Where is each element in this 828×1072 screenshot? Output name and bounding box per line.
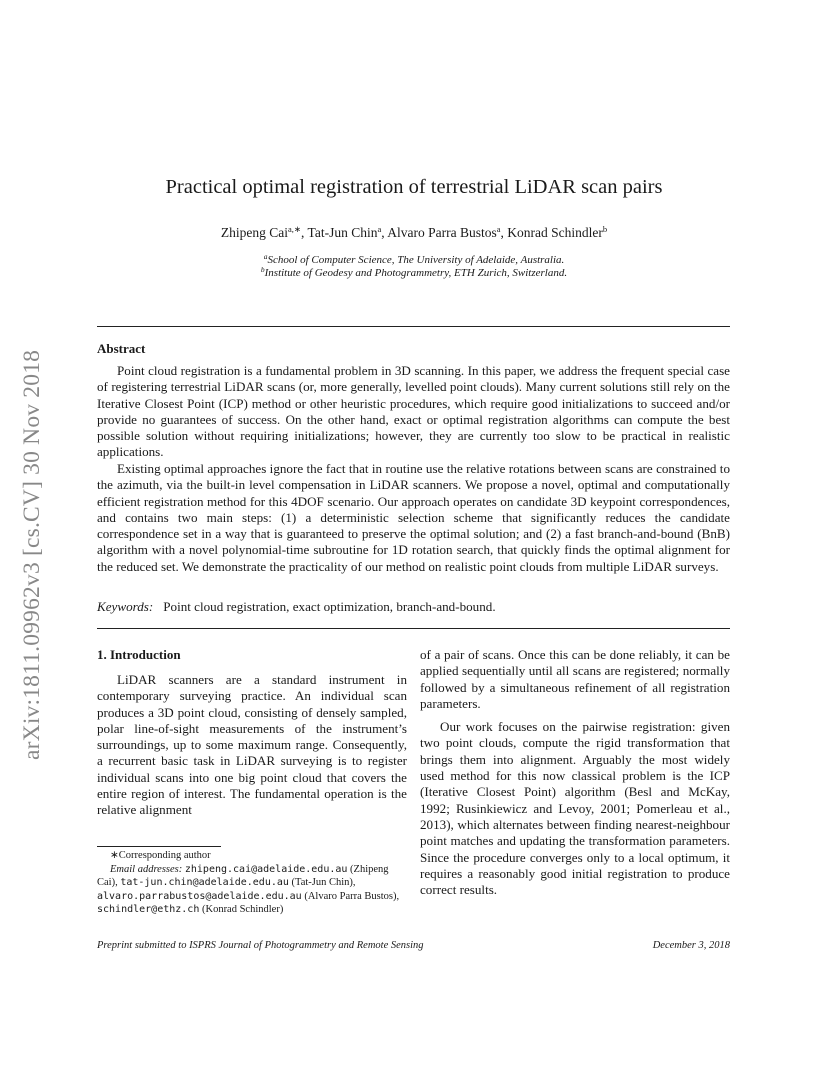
arxiv-identifier: arXiv:1811.09962v3 [cs.CV] 30 Nov 2018	[19, 349, 45, 760]
abstract-bottom-rule	[97, 628, 730, 629]
email-label: Email addresses:	[110, 863, 183, 875]
section-heading: 1. Introduction	[97, 647, 181, 662]
author: Zhipeng Cai$^{a,∗}$,	[220, 224, 308, 240]
email-link[interactable]: schindler@ethz.ch	[97, 904, 200, 916]
top-rule	[97, 326, 730, 327]
abstract-heading: Abstract	[97, 341, 146, 356]
right-column	[420, 647, 730, 898]
paper-title: Practical optimal registration of terrestrial LiDAR scan pairs	[165, 176, 663, 198]
author: Tat-Jun Chin$^a$,	[307, 224, 388, 240]
author-list	[0, 224, 828, 241]
body-paragraph: Our work focuses on the pairwise registration: given two point clouds, compute the rigid transformation that brings them into alignment. Arguably the most widely used method for this now classical problem is the ICP (Iterative Closest Point) algorithm (Besl and McKay, 1992; Rusinkiewicz and Levoy, 2001; Pomerleau et al., 2013), which alternates between finding nearest-neighbour point matches and updating the transformation parameters. Since the procedure converges only to a local optimum, it requires a reasonably good initial registration to produce correct results.	[420, 719, 730, 898]
keywords	[97, 599, 730, 615]
footnote: ∗Corresponding author Email addresses: zhipeng.cai@adelaide.edu.au (Zhipeng Cai), tat-jun.chin@adelaide.edu.au (Tat-Jun Chin), alvaro.parrabustos@adelaide.edu.au (Alvaro Parra Bustos), schindler@ethz.ch (Konrad Schindler)	[97, 850, 400, 916]
footer-date: December 3, 2018	[652, 940, 730, 951]
preprint-note: Preprint submitted to ISPRS Journal of Photogrammetry and Remote Sensing	[97, 940, 424, 951]
affiliation: $^a$School of Computer Science, The University of Adelaide, Australia.	[263, 252, 565, 266]
body-paragraph: LiDAR scanners are a standard instrument in contemporary surveying practice. An individual scan produces a 3D point cloud, consisting of densely sampled, polar line-of-sight measurements of the instrument’s surroundings, up to some maximum range. Consequently, a recurrent basic task in LiDAR surveying is to register individual scans into one big point cloud that covers the entire region of interest. The fundamental operation is the relative alignment	[97, 672, 407, 818]
author: Konrad Schindler$^b$	[507, 224, 608, 240]
email-link[interactable]: tat-jun.chin@adelaide.edu.au	[120, 877, 289, 889]
keywords-text: Point cloud registration, exact optimization, branch-and-bound.	[163, 599, 496, 614]
body-paragraph: of a pair of scans. Once this can be done reliably, it can be applied sequentially until all scans are registered; normally followed by a simultaneous refinement of all registration parameters.	[420, 647, 730, 711]
footnote-rule	[97, 846, 221, 847]
abstract-paragraph: Point cloud registration is a fundamental problem in 3D scanning. In this paper, we address the frequent special case of registering terrestrial LiDAR scans (or, more generally, levelled point clouds). Many current solutions still rely on the Iterative Closest Point (ICP) method or other heuristic procedures, which require good initializations to succeed and/or provide no guarantees of success. On the other hand, exact or optimal registration algorithms can compute the best possible solution without requiring initializations; however, they are currently too slow to be practical in realistic applications.	[97, 363, 730, 460]
corresponding-author-note: ∗Corresponding author	[110, 850, 211, 861]
affiliation: $^b$Institute of Geodesy and Photogrammetry, ETH Zurich, Switzerland.	[260, 265, 568, 279]
author: Alvaro Parra Bustos$^a$,	[387, 224, 508, 240]
keywords-label: Keywords:	[97, 599, 154, 614]
abstract-paragraph: Existing optimal approaches ignore the fact that in routine use the relative rotations between scans are constrained to the azimuth, via the built-in level compensation in LiDAR scanners. We propose a novel, optimal and computationally efficient registration method for this 4DOF scenario. Our approach operates on candidate 3D keypoint correspondences, and contains two main steps: (1) a deterministic selection scheme that significantly reduces the candidate correspondence set in a way that is guaranteed to preserve the optimal solution; and (2) a fast branch-and-bound (BnB) algorithm with a novel polynomial-time subroutine for 1D rotation search, that quickly finds the optimal alignment for the reduced set. We demonstrate the practicality of our method on realistic point clouds from multiple LiDAR surveys.	[97, 461, 730, 574]
email-link[interactable]: alvaro.parrabustos@adelaide.edu.au	[97, 890, 302, 902]
email-link[interactable]: zhipeng.cai@adelaide.edu.au	[184, 863, 348, 875]
left-column	[97, 672, 407, 819]
